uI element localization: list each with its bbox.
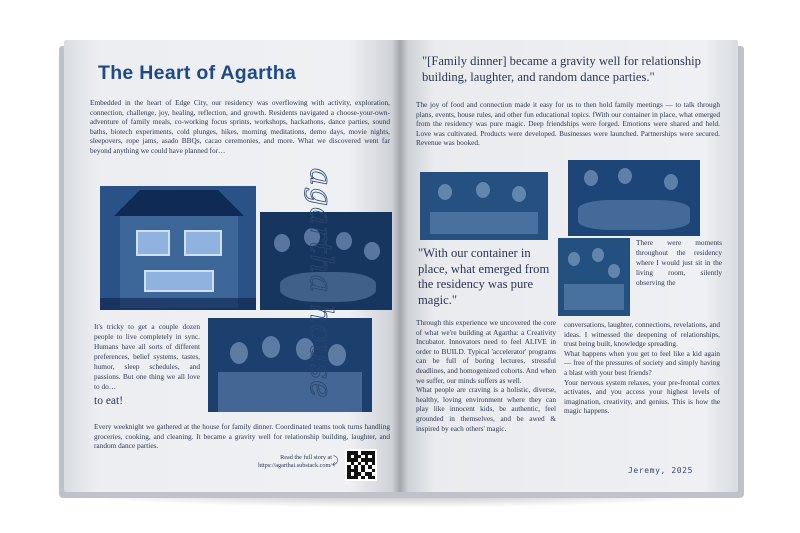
page-title: The Heart of Agartha — [98, 62, 297, 84]
read-more-label: Read the full story at — [280, 454, 332, 461]
plates — [578, 200, 690, 230]
right-column-paragraph: conversations, laughter, connections, revelations, and ideas. I witnessed the deepening of relationships, trust being built, knowledge spreading. What happens when you get to feel like a kid again — free of the pressures of society and simply having a blast with your best friends? Your nervous system relaxes, your pre-frontal cortex activates, and you access your highest levels of imagination, creativity, and genius. This is how the magic happens. — [564, 320, 720, 416]
table — [430, 212, 538, 234]
couch — [564, 284, 624, 310]
feast-photo — [568, 160, 700, 236]
bodies — [218, 372, 362, 412]
house-window — [144, 270, 214, 292]
dinner-table-photo — [420, 172, 548, 240]
vertical-script-title: agartha house — [303, 168, 338, 399]
face — [592, 248, 604, 262]
side-paragraph: It's tricky to get a couple dozen people to live completely in sync. Humans have all sorts of different preferences, belief systems, tastes, humor, sleep schedules, and passions. But one thing we all love to do… — [94, 322, 200, 391]
face — [476, 182, 490, 198]
face — [512, 186, 526, 202]
right-column-top: There were moments throughout the residency where I would just sit in the living room, silently observing the — [636, 238, 722, 287]
face — [438, 184, 452, 200]
face — [584, 170, 598, 186]
living-room-photo — [558, 238, 630, 316]
pull-quote-top: "[Family dinner] became a gravity well for relationship building, laughter, and random dance parties." — [422, 54, 701, 84]
book-spine — [392, 40, 408, 492]
intro-paragraph: Embedded in the heart of Edge City, our residency was overflowing with activity, exploration, connection, challenge, joy, healing, reflection, and growth. Residents navigated a choose-your-own-adventure of family meals, co-working focus sprints, workshops, hackathons, dance parties, sound baths, biotech experiments, cold plunges, hikes, morning meditations, demo days, movie nights, sleepovers, rope jams, asado BBQs, cacao ceremonies, and more. What we discovered went far beyond anything we could have planned for… — [90, 98, 390, 155]
right-page — [400, 40, 738, 492]
face — [618, 168, 632, 184]
face — [274, 234, 290, 252]
hedge-shadow — [100, 298, 256, 310]
story-link[interactable]: https://agarthai.substack.com/ — [258, 462, 332, 469]
face — [336, 232, 352, 250]
curved-arrow-icon: ⤸ — [332, 455, 339, 467]
house-window — [184, 230, 222, 256]
face — [608, 264, 620, 278]
side-emphasis: to eat! — [94, 395, 124, 407]
group-selfie-photo — [208, 318, 372, 412]
qr-code[interactable] — [345, 449, 377, 481]
house-roof — [114, 190, 244, 216]
right-intro-paragraph: The joy of food and connection made it easy for us to then hold family meetings — to talk through plans, events, house rules, and other fun educational topics. fWith our container in place, what emerged from the residency was pure magic. Deep friendships were forged. Emotions were shared and held. Love was cultivated. Products were developed. Businesses were launched. Partnerships were secured. Revenue was booked. — [416, 100, 720, 148]
face — [568, 252, 580, 266]
face — [230, 342, 248, 364]
left-column-paragraph: Through this experience we uncovered the core of what we're building at Agartha: a Creativity Incubator. Innovators need to feel ALIVE in order to BUILD. Typical 'accelerator' programs can be full of boring lectures, stressful deadlines, and homogenized cohorts. And when we suffer, our minds suffers as well. What people are craving is a holistic, diverse, healthy, loving environment where they can play like innocent kids, be authentic, feel grounded in themselves, and be awed & inspired by each others' magic. — [416, 318, 556, 433]
face — [262, 336, 280, 358]
face — [664, 174, 678, 190]
pull-quote-mid: "With our container in place, what emerged from the residency was pure magic." — [418, 246, 550, 307]
house-window — [136, 230, 170, 256]
left-page — [64, 40, 400, 492]
house-photo — [100, 186, 256, 310]
bottom-paragraph: Every weeknight we gathered at the house for family dinner. Coordinated teams took turns handling groceries, cooking, and cleaning. It became a gravity well for relationship building, laughter, and random dance parties. — [94, 422, 390, 451]
author-signature: Jeremy, 2025 — [628, 466, 693, 475]
face — [364, 242, 380, 260]
